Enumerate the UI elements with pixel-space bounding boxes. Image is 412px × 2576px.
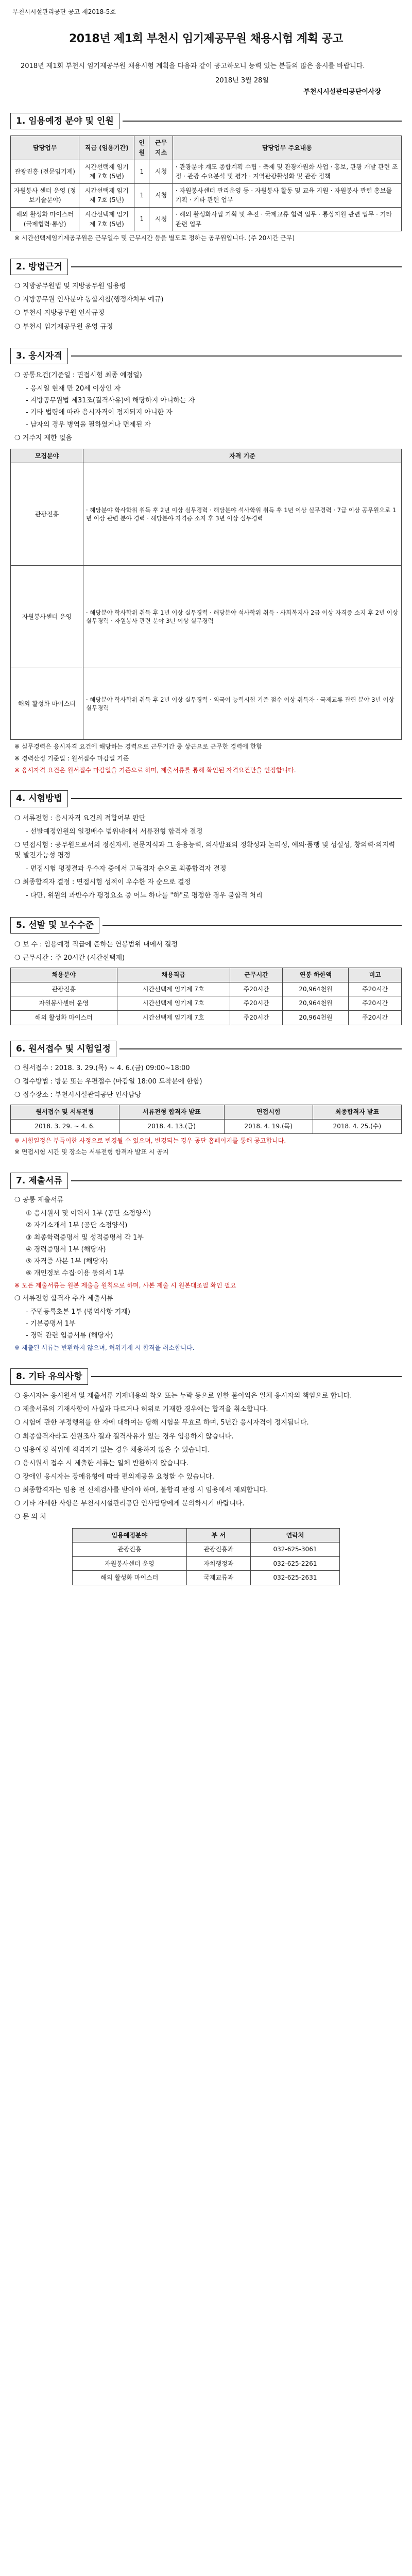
table-row bbox=[11, 668, 402, 740]
list-item: - 경력 관련 입증서류 (해당자) bbox=[26, 1332, 113, 1340]
announcement-page bbox=[10, 0, 402, 1601]
section-title: 4. 시험방법 bbox=[10, 790, 68, 807]
issuing-organization: 부천시시설관리공단이사장 bbox=[303, 88, 381, 96]
table-cell: 해외 활성화 마이스터 bbox=[11, 1011, 117, 1025]
pay-table bbox=[10, 968, 402, 1025]
table-cell: · 해당분야 학사학위 취득 후 2년 이상 실무경력 · 해당분야 석사학위 취득 후 1년 이상 실무경력 · 7급 이상 공무원으로 1년 이상 관련 분야 경력 · 해당분야 자격증 소지 후 3년 이상 실무경력 bbox=[83, 463, 402, 566]
contact-title: ❍ 문 의 처 bbox=[14, 1513, 46, 1521]
list-item: ⑤ 자격증 사본 1부 (해당자) bbox=[26, 1257, 108, 1265]
list-item: ③ 최종학력증명서 및 성적증명서 각 1부 bbox=[26, 1233, 144, 1242]
table-cell: 해외 활성화 마이스터 (국제협력·통상) bbox=[11, 208, 79, 231]
list-item: - 선발예정인원의 일정배수 범위내에서 서류전형 합격자 결정 bbox=[26, 827, 203, 836]
table-cell: 20,964천원 bbox=[283, 982, 349, 996]
list-item: ❍ 공통 제출서류 bbox=[14, 1196, 64, 1205]
list-item: ❍ 서류전형 합격자 추가 제출서류 bbox=[14, 1294, 113, 1302]
section-heading-1 bbox=[10, 113, 402, 129]
section-title: 1. 임용예정 분야 및 인원 bbox=[10, 113, 119, 129]
list-item: ❍ 최종합격자는 임용 전 신체검사를 받아야 하며, 불합격 판정 시 임용에서 제외합니다. bbox=[14, 1486, 268, 1495]
section-heading-3 bbox=[10, 348, 402, 364]
table-header: 근무시간 bbox=[230, 968, 283, 982]
table-cell: 관광진흥 bbox=[73, 1543, 187, 1557]
table-cell: 주20시간 bbox=[230, 982, 283, 996]
table-cell: 주20시간 bbox=[230, 1011, 283, 1025]
table-cell: 032-625-2261 bbox=[250, 1556, 339, 1571]
table-cell: · 자원봉사센터 관리운영 등 · 자원봉사 활동 및 교육 지원 · 자원봉사 관련 홍보물 기획 · 기타 관련 업무 bbox=[173, 183, 401, 207]
list-item: ❍ 근무시간 : 주 20시간 (시간선택제) bbox=[14, 954, 125, 962]
list-item: ❍ 원서접수 : 2018. 3. 29.(목) ~ 4. 6.(금) 09:00~18:00 bbox=[14, 1064, 190, 1072]
document-number: 부천시시설관리공단 공고 제2018-5호 bbox=[12, 8, 116, 15]
table-cell: 해외 활성화 마이스터 bbox=[11, 668, 83, 740]
table-header: 담당업무 주요내용 bbox=[173, 136, 401, 160]
list-item: ❍ 접수방법 : 방문 또는 우편접수 (마감일 18:00 도착분에 한함) bbox=[14, 1078, 202, 1086]
table-row bbox=[73, 1556, 340, 1571]
table-cell: 시청 bbox=[149, 183, 173, 207]
list-item: ❍ 응시원서 접수 시 제출한 서류는 일체 반환하지 않습니다. bbox=[14, 1459, 188, 1467]
table-note: ※ 시간선택제임기제공무원은 근무일수 및 근무시간 등을 별도로 정하는 공무원입니다. (주 20시간 근무) bbox=[14, 234, 295, 242]
table-row bbox=[73, 1543, 340, 1557]
list-item: - 남자의 경우 병역을 필하였거나 면제된 자 bbox=[26, 420, 151, 429]
list-item: ❍ 기타 자세한 사항은 부천시시설관리공단 인사담당에게 문의하시기 바랍니다. bbox=[14, 1500, 245, 1508]
table-header: 채용직급 bbox=[117, 968, 230, 982]
table-header: 비고 bbox=[349, 968, 402, 982]
table-cell: · 해당분야 학사학위 취득 후 2년 이상 실무경력 · 외국어 능력시험 기준 점수 이상 취득자 · 국제교류 관련 분야 3년 이상 실무경력 bbox=[83, 668, 402, 740]
table-cell: 국제교류과 bbox=[186, 1571, 250, 1585]
table-cell: 주20시간 bbox=[230, 996, 283, 1011]
section-title: 3. 응시자격 bbox=[10, 348, 68, 364]
table-row bbox=[11, 160, 402, 183]
table-row bbox=[73, 1571, 340, 1585]
section-heading-7 bbox=[10, 1173, 402, 1189]
table-cell: 시간선택제 임기제 7호 bbox=[117, 996, 230, 1011]
table-header: 원서접수 및 서류전형 bbox=[11, 1105, 119, 1120]
table-header: 자격 기준 bbox=[83, 449, 402, 463]
warning-note: ※ 시험일정은 부득이한 사정으로 변경될 수 있으며, 변경되는 경우 공단 홈페이지를 통해 공고합니다. bbox=[14, 1137, 286, 1144]
table-cell: · 해당분야 학사학위 취득 후 1년 이상 실무경력 · 해당분야 석사학위 취득 · 사회복지사 2급 이상 자격증 소지 후 2년 이상 실무경력 · 자원봉사 관련 분야 3년 이상 실무경력 bbox=[83, 566, 402, 668]
announcement-date: 2018년 3월 28일 bbox=[215, 76, 269, 84]
list-item: ❍ 접수장소 : 부천시시설관리공단 인사담당 bbox=[14, 1091, 142, 1099]
table-cell: 1 bbox=[134, 183, 149, 207]
table-cell: 2018. 4. 13.(금) bbox=[119, 1119, 224, 1133]
table-cell: · 해외 활성화사업 기획 및 추진 · 국제교류 협력 업무 · 통상지원 관련 업무 · 기타 관련 업무 bbox=[173, 208, 401, 231]
table-cell: 2018. 4. 25.(수) bbox=[313, 1119, 401, 1133]
list-item: ❍ 임용예정 직위에 적격자가 없는 경우 채용하지 않을 수 있습니다. bbox=[14, 1446, 210, 1454]
list-item: - 기본증명서 1부 bbox=[26, 1319, 76, 1328]
list-item: ❍ 지방공무원법 및 지방공무원 임용령 bbox=[14, 282, 126, 291]
table-row bbox=[11, 566, 402, 668]
table-cell: 032-625-2631 bbox=[250, 1571, 339, 1585]
list-item: ⑥ 개인정보 수집·이용 동의서 1부 bbox=[26, 1269, 125, 1277]
list-item: - 기타 법령에 따라 응시자격이 정지되지 아니한 자 bbox=[26, 409, 173, 417]
table-cell: 1 bbox=[134, 160, 149, 183]
table-header: 연봉 하한액 bbox=[283, 968, 349, 982]
table-header: 면접시험 bbox=[224, 1105, 313, 1120]
section-heading-8 bbox=[10, 1368, 402, 1385]
table-cell: 시간선택제 임기제 7호 (5년) bbox=[79, 183, 134, 207]
list-item: ❍ 제출서류의 기재사항이 사실과 다르거나 허위로 기재한 경우에는 합격을 취소합니다. bbox=[14, 1405, 268, 1414]
qualification-table bbox=[10, 449, 402, 740]
list-item: ❍ 장애인 응시자는 장애유형에 따라 편의제공을 요청할 수 있습니다. bbox=[14, 1473, 214, 1481]
list-item: ❍ 최종합격자라도 신원조사 결과 결격사유가 있는 경우 임용하지 않습니다. bbox=[14, 1432, 234, 1440]
contact-table bbox=[72, 1528, 340, 1585]
table-row bbox=[11, 982, 402, 996]
table-cell: 2018. 4. 19.(목) bbox=[224, 1119, 313, 1133]
section-heading-2 bbox=[10, 259, 402, 275]
table-cell: 시간선택제 임기제 7호 (5년) bbox=[79, 160, 134, 183]
list-item: ① 응시원서 및 이력서 1부 (공단 소정양식) bbox=[26, 1210, 151, 1218]
table-cell: 시청 bbox=[149, 208, 173, 231]
note: ※ 면접시험 시간 및 장소는 서류전형 합격자 발표 시 공지 bbox=[14, 1148, 169, 1156]
table-header: 모집분야 bbox=[11, 449, 83, 463]
section-title: 8. 기타 유의사항 bbox=[10, 1368, 88, 1385]
note: ※ 제출된 서류는 반환하지 않으며, 허위기재 시 합격을 취소합니다. bbox=[14, 1344, 195, 1352]
table-cell: 1 bbox=[134, 208, 149, 231]
list-item: - 지방공무원법 제31조(결격사유)에 해당하지 아니하는 자 bbox=[26, 397, 195, 405]
table-cell: 032-625-3061 bbox=[250, 1543, 339, 1557]
warning-note: ※ 응시자격 요건은 원서접수 마감일을 기준으로 하며, 제출서류를 통해 확인된 자격요건만을 인정합니다. bbox=[14, 766, 296, 774]
table-cell: 자치행정과 bbox=[186, 1556, 250, 1571]
section-title: 5. 선발 및 보수수준 bbox=[10, 917, 99, 934]
table-cell: 시간선택제 임기제 7호 (5년) bbox=[79, 208, 134, 231]
list-item: ❍ 부천시 지방공무원 인사규정 bbox=[14, 309, 105, 317]
section-heading-4 bbox=[10, 790, 402, 807]
list-item: - 다만, 위원의 과반수가 평정요소 중 어느 하나를 "하"로 평정한 경우 불합격 처리 bbox=[26, 892, 263, 900]
table-header: 담당업무 bbox=[11, 136, 79, 160]
table-cell: 관광진흥과 bbox=[186, 1543, 250, 1557]
section-title: 6. 원서접수 및 시험일정 bbox=[10, 1041, 116, 1057]
table-cell: 시간선택제 임기제 7호 bbox=[117, 982, 230, 996]
table-cell: 관광진흥 (전문임기제) bbox=[11, 160, 79, 183]
list-item: ❍ 서류전형 : 응시자격 요건의 적합여부 판단 bbox=[14, 814, 146, 822]
table-cell: 시청 bbox=[149, 160, 173, 183]
list-item: ❍ 응시자는 응시원서 및 제출서류 기재내용의 착오 또는 누락 등으로 인한 불이익은 일체 응시자의 책임으로 합니다. bbox=[14, 1392, 352, 1400]
table-cell: · 관광분야 계도 종합계획 수립 · 축제 및 관광자원화 사업 · 홍보, 관광 개발 관련 조정 · 관광 수요분석 및 평가 · 지역관광활성화 및 관광 정책 bbox=[173, 160, 401, 183]
list-item: ❍ 지방공무원 인사분야 통합지침(행정자치부 예규) bbox=[14, 296, 164, 304]
table-cell: 시간선택제 임기제 7호 bbox=[117, 1011, 230, 1025]
table-cell: 20,964천원 bbox=[283, 996, 349, 1011]
note: ※ 경력산정 기준일 : 원서접수 마감일 기준 bbox=[14, 755, 129, 762]
table-cell: 관광진흥 bbox=[11, 463, 83, 566]
table-header: 최종합격자 발표 bbox=[313, 1105, 401, 1120]
list-item: ② 자기소개서 1부 (공단 소정양식) bbox=[26, 1222, 128, 1230]
list-item: ④ 경력증명서 1부 (해당자) bbox=[26, 1245, 106, 1253]
table-row bbox=[11, 1011, 402, 1025]
list-item: ❍ 면접시험 : 공무원으로서의 정신자세, 전문지식과 그 응용능력, 의사발표의 정확성과 논리성, 예의·품행 및 성실성, 창의력·의지력 및 발전가능성 평정 bbox=[14, 841, 396, 860]
table-header: 직급 (임용기간) bbox=[79, 136, 134, 160]
table-cell: 주20시간 bbox=[349, 996, 402, 1011]
table-cell: 20,964천원 bbox=[283, 1011, 349, 1025]
table-cell: 해외 활성화 마이스터 bbox=[73, 1571, 187, 1585]
table-cell: 주20시간 bbox=[349, 1011, 402, 1025]
list-item: ❍ 공통요건(기준일 : 면접시험 최종 예정일) bbox=[14, 371, 142, 380]
table-cell: 관광진흥 bbox=[11, 982, 117, 996]
note: ※ 실무경력은 응시자격 요건에 해당하는 경력으로 근무기간 중 상근으로 근무한 경력에 한함 bbox=[14, 743, 262, 751]
table-cell: 자원봉사 센터 운영 (정보기술분야) bbox=[11, 183, 79, 207]
list-item: - 응시일 현재 만 20세 이상인 자 bbox=[26, 385, 121, 393]
list-item: - 면접시험 평정결과 우수자 중에서 고득점자 순으로 최종합격자 결정 bbox=[26, 865, 227, 873]
table-row bbox=[11, 463, 402, 566]
positions-table bbox=[10, 135, 402, 231]
list-item: ❍ 보 수 : 임용예정 직급에 준하는 연봉범위 내에서 결정 bbox=[14, 940, 178, 948]
intro-text: 2018년 제1회 부천시 임기제공무원 채용시험 계획을 다음과 같이 공고하오니 능력 있는 분들의 많은 응시를 바랍니다. bbox=[21, 62, 365, 70]
page-title: 2018년 제1회 부천시 임기제공무원 채용시험 계획 공고 bbox=[68, 32, 344, 45]
list-item: ❍ 거주지 제한 없음 bbox=[14, 434, 72, 442]
warning-note: ※ 모든 제출서류는 원본 제출을 원칙으로 하며, 사본 제출 시 원본대조필 확인 필요 bbox=[14, 1282, 236, 1290]
list-item: ❍ 시험에 관한 부정행위를 한 자에 대하여는 당해 시험을 무효로 하며, 5년간 응시자격이 정지됩니다. bbox=[14, 1419, 309, 1427]
table-cell: 자원봉사센터 운영 bbox=[11, 566, 83, 668]
table-row bbox=[11, 1119, 402, 1133]
table-cell: 주20시간 bbox=[349, 982, 402, 996]
table-cell: 자원봉사센터 운영 bbox=[11, 996, 117, 1011]
list-item: ❍ 부천시 임기제공무원 운영 규정 bbox=[14, 323, 113, 331]
table-cell: 2018. 3. 29. ~ 4. 6. bbox=[11, 1119, 119, 1133]
section-heading-5 bbox=[10, 917, 402, 934]
table-header: 채용분야 bbox=[11, 968, 117, 982]
list-item: - 주민등록초본 1부 (병역사항 기재) bbox=[26, 1308, 130, 1316]
table-header: 인원 bbox=[134, 136, 149, 160]
table-cell: 자원봉사센터 운영 bbox=[73, 1556, 187, 1571]
table-row bbox=[11, 996, 402, 1011]
list-item: ❍ 최종합격자 결정 : 면접시험 성적이 우수한 자 순으로 결정 bbox=[14, 878, 191, 887]
table-header: 임용예정분야 bbox=[73, 1528, 187, 1543]
schedule-table bbox=[10, 1105, 402, 1133]
section-title: 2. 방법근거 bbox=[10, 259, 68, 275]
table-header: 부 서 bbox=[186, 1528, 250, 1543]
table-row bbox=[11, 183, 402, 207]
section-title: 7. 제출서류 bbox=[10, 1173, 68, 1189]
table-header: 서류전형 합격자 발표 bbox=[119, 1105, 224, 1120]
table-header: 근무 지소 bbox=[149, 136, 173, 160]
table-row bbox=[11, 208, 402, 231]
table-header: 연락처 bbox=[250, 1528, 339, 1543]
section-heading-6 bbox=[10, 1041, 402, 1057]
